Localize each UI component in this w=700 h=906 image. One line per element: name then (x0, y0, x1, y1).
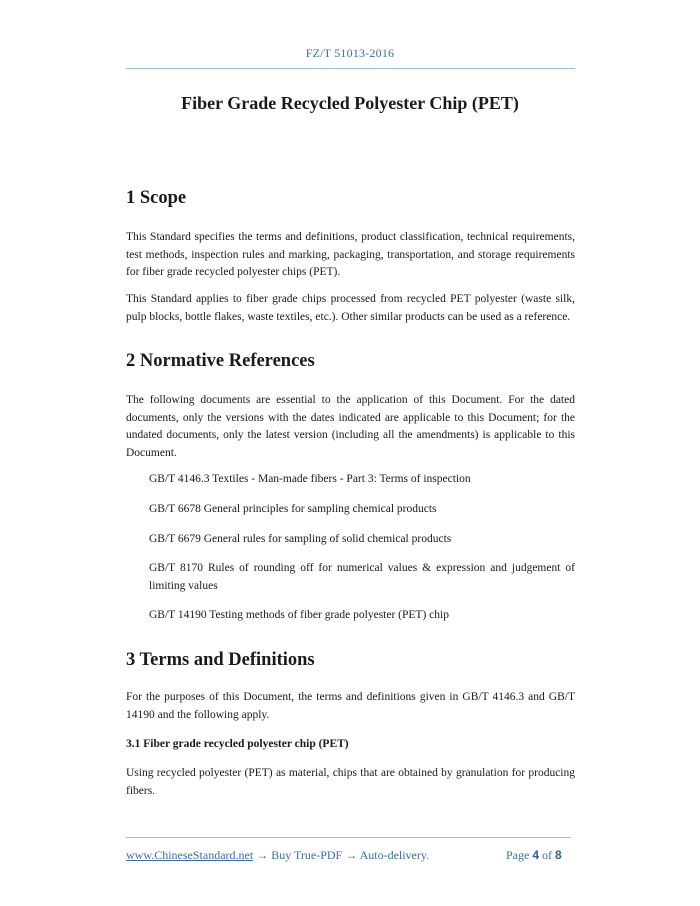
section-heading-terms: 3 Terms and Definitions (126, 650, 315, 670)
header-divider (126, 68, 575, 69)
page-label: Page (506, 848, 530, 862)
scope-paragraph-1: This Standard specifies the terms and definitions, product classification, technical requirements, test methods, inspection rules and marking, packaging, transportation, and storage requirements for fiber grade recycled polyester chips (PET). (126, 231, 575, 278)
reference-item: GB/T 8170 Rules of rounding off for numerical values & expression and judgement of limiting values (149, 562, 575, 592)
site-link[interactable]: www.ChineseStandard.net (126, 848, 254, 862)
footer-divider (126, 837, 571, 838)
references-intro: The following documents are essential to the application of this Document. For the dated documents, only the versions with the dates indicated are applicable to this Document; for the undated documents, only the latest version (including all the amendments) is applicable to this Document. (126, 394, 575, 459)
standard-code: FZ/T 51013-2016 (305, 46, 395, 60)
promo-text: → Buy True-PDF → Auto-delivery. (253, 848, 430, 862)
reference-item: GB/T 14190 Testing methods of fiber grade polyester (PET) chip (149, 609, 449, 621)
term-definition: Using recycled polyester (PET) as material, chips that are obtained by granulation for producing fibers. (126, 767, 575, 797)
page-indicator (506, 848, 562, 863)
document-title: Fiber Grade Recycled Polyester Chip (PET) (181, 93, 519, 113)
term-subheading: 3.1 Fiber grade recycled polyester chip (PET) (126, 738, 349, 750)
terms-intro: For the purposes of this Document, the terms and definitions given in GB/T 4146.3 and GB/T 14190 and the following apply. (126, 691, 575, 721)
reference-item: GB/T 4146.3 Textiles - Man-made fibers - Part 3: Terms of inspection (149, 473, 471, 485)
reference-item: GB/T 6678 General principles for sampling chemical products (149, 503, 437, 515)
page-current: 4 (532, 848, 540, 862)
footer-promo (126, 848, 429, 863)
page-total: 8 (555, 848, 562, 862)
scope-paragraph-2: This Standard applies to fiber grade chips processed from recycled PET polyester (waste silk, pulp blocks, bottle flakes, waste textiles, etc.). Other similar products can be used as a reference. (126, 293, 575, 323)
section-heading-references: 2 Normative References (126, 351, 315, 371)
section-heading-scope: 1 Scope (126, 188, 187, 208)
page-of: of (542, 848, 553, 862)
reference-item: GB/T 6679 General rules for sampling of solid chemical products (149, 533, 452, 545)
